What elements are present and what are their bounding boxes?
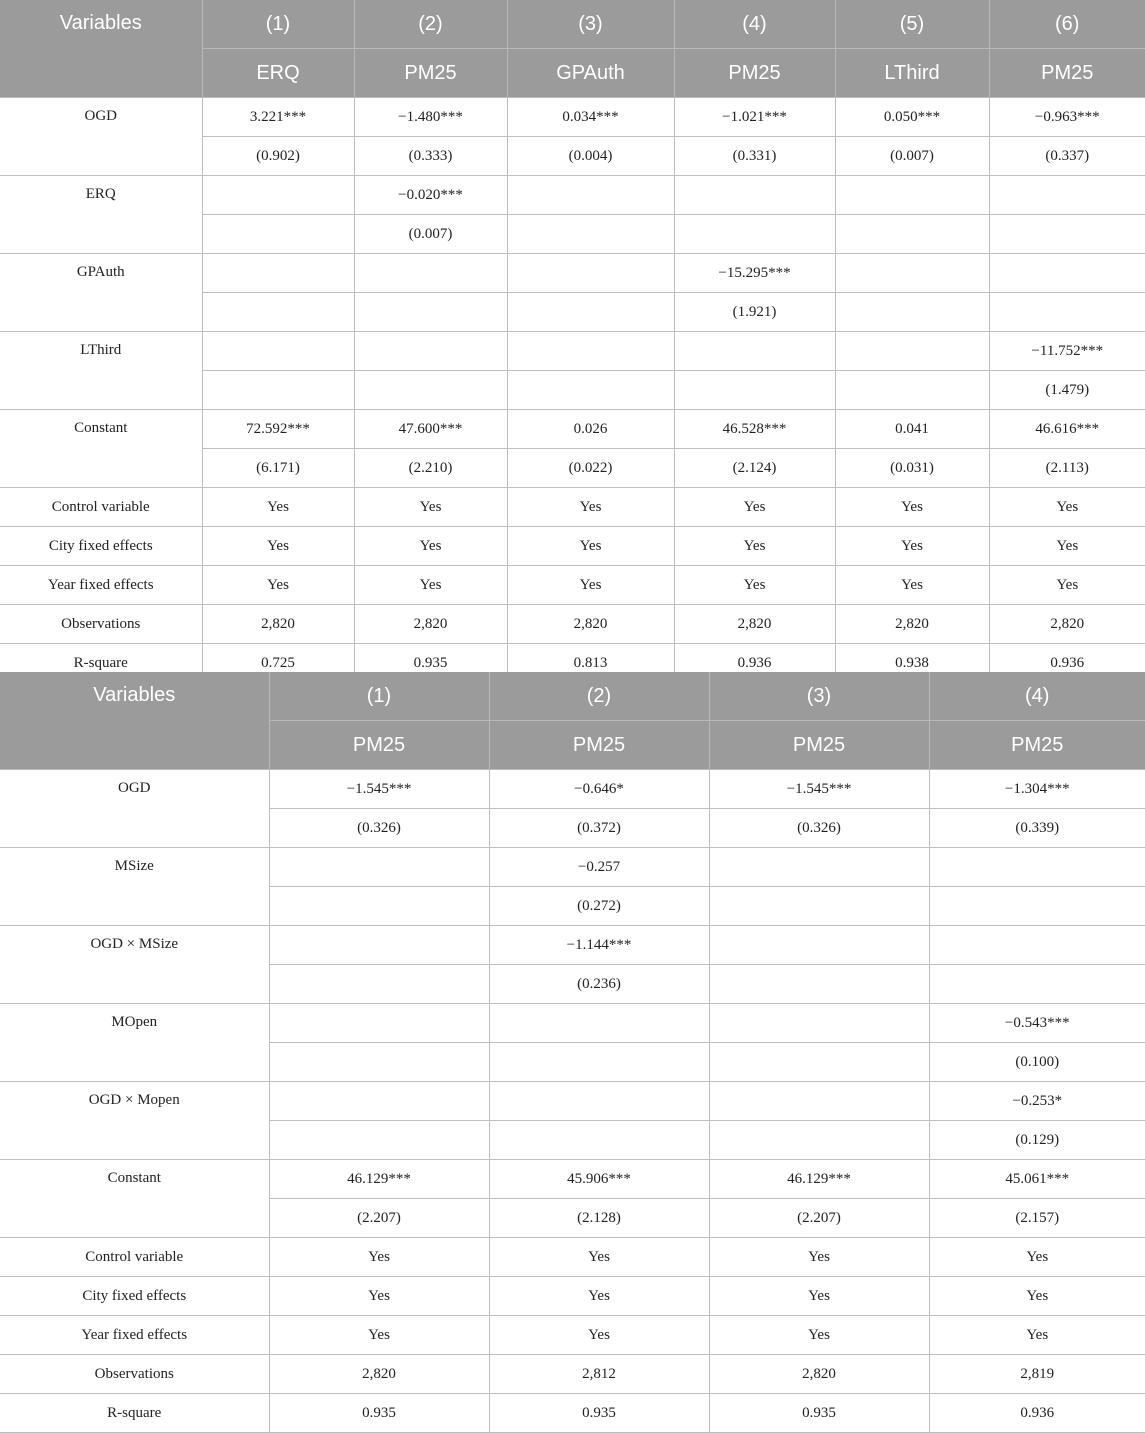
- summary-value-cell: 2,820: [269, 1355, 489, 1394]
- summary-value-cell: Yes: [507, 527, 674, 566]
- variable-label: OGD: [0, 98, 202, 176]
- variables-header: Variables: [0, 0, 202, 98]
- coefficient-cell: 3.221***: [202, 98, 354, 137]
- summary-row: [0, 566, 1145, 605]
- summary-value-cell: Yes: [202, 527, 354, 566]
- summary-value-cell: Yes: [354, 488, 507, 527]
- coefficient-cell: [835, 332, 989, 371]
- summary-row: [0, 1355, 1145, 1394]
- standard-error-cell: (0.100): [929, 1043, 1145, 1082]
- summary-value-cell: 0.813: [507, 644, 674, 683]
- summary-value-cell: 0.936: [929, 1394, 1145, 1433]
- column-number-header: (4): [929, 672, 1145, 721]
- summary-value-cell: Yes: [709, 1316, 929, 1355]
- summary-value-cell: 0.936: [989, 644, 1145, 683]
- coefficient-cell: 0.050***: [835, 98, 989, 137]
- standard-error-cell: [202, 371, 354, 410]
- coefficient-cell: 0.034***: [507, 98, 674, 137]
- standard-error-cell: [269, 1121, 489, 1160]
- column-number-header: (4): [674, 0, 835, 49]
- standard-error-cell: (1.921): [674, 293, 835, 332]
- standard-error-cell: [354, 371, 507, 410]
- coefficient-row: [0, 176, 1145, 215]
- coefficient-cell: [507, 254, 674, 293]
- coefficient-cell: [269, 926, 489, 965]
- standard-error-cell: (0.007): [354, 215, 507, 254]
- standard-error-cell: (0.372): [489, 809, 709, 848]
- standard-error-cell: (2.157): [929, 1199, 1145, 1238]
- coefficient-cell: −1.545***: [269, 770, 489, 809]
- coefficient-cell: [507, 176, 674, 215]
- coefficient-cell: 0.026: [507, 410, 674, 449]
- summary-value-cell: Yes: [929, 1316, 1145, 1355]
- standard-error-cell: [674, 215, 835, 254]
- dependent-variable-header: PM25: [674, 49, 835, 98]
- coefficient-cell: [835, 176, 989, 215]
- summary-value-cell: 2,820: [507, 605, 674, 644]
- coefficient-cell: −0.646*: [489, 770, 709, 809]
- coefficient-cell: 46.129***: [709, 1160, 929, 1199]
- coefficient-row: [0, 848, 1145, 887]
- variable-label: OGD × MSize: [0, 926, 269, 1004]
- standard-error-cell: [929, 965, 1145, 1004]
- summary-label: City fixed effects: [0, 527, 202, 566]
- summary-value-cell: Yes: [269, 1238, 489, 1277]
- summary-value-cell: Yes: [507, 566, 674, 605]
- coefficient-cell: [709, 926, 929, 965]
- standard-error-cell: [835, 215, 989, 254]
- summary-value-cell: Yes: [354, 566, 507, 605]
- header-row-columns: [0, 672, 1145, 721]
- summary-value-cell: 2,820: [709, 1355, 929, 1394]
- summary-row: [0, 488, 1145, 527]
- summary-value-cell: Yes: [989, 527, 1145, 566]
- standard-error-cell: [929, 887, 1145, 926]
- summary-label: R-square: [0, 644, 202, 683]
- summary-row: [0, 527, 1145, 566]
- coefficient-cell: −0.963***: [989, 98, 1145, 137]
- coefficient-cell: 46.528***: [674, 410, 835, 449]
- summary-value-cell: Yes: [709, 1238, 929, 1277]
- coefficient-cell: [507, 332, 674, 371]
- column-number-header: (3): [507, 0, 674, 49]
- summary-value-cell: Yes: [489, 1277, 709, 1316]
- coefficient-row: [0, 1082, 1145, 1121]
- coefficient-cell: −1.545***: [709, 770, 929, 809]
- standard-error-cell: [674, 371, 835, 410]
- coefficient-cell: [929, 848, 1145, 887]
- summary-value-cell: 0.935: [489, 1394, 709, 1433]
- summary-row: [0, 1394, 1145, 1433]
- summary-label: Control variable: [0, 1238, 269, 1277]
- coefficient-cell: 72.592***: [202, 410, 354, 449]
- standard-error-cell: (0.031): [835, 449, 989, 488]
- coefficient-cell: [269, 848, 489, 887]
- standard-error-cell: [835, 293, 989, 332]
- coefficient-cell: −1.144***: [489, 926, 709, 965]
- standard-error-cell: (0.007): [835, 137, 989, 176]
- standard-error-cell: (2.124): [674, 449, 835, 488]
- standard-error-cell: [269, 887, 489, 926]
- dependent-variable-header: PM25: [709, 721, 929, 770]
- summary-value-cell: Yes: [674, 566, 835, 605]
- summary-value-cell: Yes: [354, 527, 507, 566]
- coefficient-cell: −1.021***: [674, 98, 835, 137]
- variable-label: GPAuth: [0, 254, 202, 332]
- summary-value-cell: 2,819: [929, 1355, 1145, 1394]
- summary-label: Observations: [0, 605, 202, 644]
- standard-error-cell: (0.331): [674, 137, 835, 176]
- summary-value-cell: Yes: [989, 566, 1145, 605]
- summary-label: Year fixed effects: [0, 1316, 269, 1355]
- column-number-header: (1): [202, 0, 354, 49]
- coefficient-cell: −0.257: [489, 848, 709, 887]
- coefficient-row: [0, 410, 1145, 449]
- coefficient-cell: [202, 176, 354, 215]
- summary-value-cell: Yes: [835, 566, 989, 605]
- variable-label: LThird: [0, 332, 202, 410]
- coefficient-cell: [489, 1004, 709, 1043]
- standard-error-cell: (2.113): [989, 449, 1145, 488]
- coefficient-cell: [489, 1082, 709, 1121]
- standard-error-cell: (0.339): [929, 809, 1145, 848]
- coefficient-cell: [354, 254, 507, 293]
- coefficient-cell: 45.906***: [489, 1160, 709, 1199]
- standard-error-cell: [989, 293, 1145, 332]
- coefficient-row: [0, 1004, 1145, 1043]
- coefficient-cell: 46.129***: [269, 1160, 489, 1199]
- coefficient-cell: [989, 176, 1145, 215]
- coefficient-cell: [269, 1004, 489, 1043]
- variable-label: OGD × Mopen: [0, 1082, 269, 1160]
- standard-error-cell: [489, 1121, 709, 1160]
- standard-error-cell: (2.207): [269, 1199, 489, 1238]
- coefficient-row: [0, 1160, 1145, 1199]
- summary-value-cell: Yes: [674, 488, 835, 527]
- coefficient-cell: [202, 254, 354, 293]
- column-number-header: (1): [269, 672, 489, 721]
- column-number-header: (6): [989, 0, 1145, 49]
- summary-value-cell: 2,820: [835, 605, 989, 644]
- summary-label: City fixed effects: [0, 1277, 269, 1316]
- coefficient-cell: 47.600***: [354, 410, 507, 449]
- dependent-variable-header: LThird: [835, 49, 989, 98]
- standard-error-cell: (0.902): [202, 137, 354, 176]
- header-row-columns: [0, 0, 1145, 49]
- column-number-header: (5): [835, 0, 989, 49]
- coefficient-cell: [989, 254, 1145, 293]
- variable-label: Constant: [0, 1160, 269, 1238]
- dependent-variable-header: PM25: [929, 721, 1145, 770]
- standard-error-cell: [507, 371, 674, 410]
- coefficient-row: [0, 254, 1145, 293]
- coefficient-cell: 45.061***: [929, 1160, 1145, 1199]
- coefficient-cell: [929, 926, 1145, 965]
- coefficient-row: [0, 332, 1145, 371]
- coefficient-cell: −1.480***: [354, 98, 507, 137]
- coefficient-cell: −0.020***: [354, 176, 507, 215]
- coefficient-cell: −15.295***: [674, 254, 835, 293]
- summary-value-cell: Yes: [507, 488, 674, 527]
- summary-value-cell: 2,820: [354, 605, 507, 644]
- summary-value-cell: Yes: [202, 566, 354, 605]
- summary-row: [0, 1316, 1145, 1355]
- coefficient-cell: [835, 254, 989, 293]
- standard-error-cell: (2.207): [709, 1199, 929, 1238]
- standard-error-cell: [709, 965, 929, 1004]
- standard-error-cell: [709, 887, 929, 926]
- variable-label: MSize: [0, 848, 269, 926]
- variable-label: MOpen: [0, 1004, 269, 1082]
- coefficient-cell: −0.253*: [929, 1082, 1145, 1121]
- summary-value-cell: Yes: [989, 488, 1145, 527]
- column-number-header: (3): [709, 672, 929, 721]
- summary-value-cell: Yes: [929, 1277, 1145, 1316]
- summary-value-cell: Yes: [835, 527, 989, 566]
- column-number-header: (2): [354, 0, 507, 49]
- dependent-variable-header: PM25: [989, 49, 1145, 98]
- summary-value-cell: Yes: [709, 1277, 929, 1316]
- variable-label: ERQ: [0, 176, 202, 254]
- standard-error-cell: (2.210): [354, 449, 507, 488]
- coefficient-cell: [202, 332, 354, 371]
- summary-value-cell: 0.935: [269, 1394, 489, 1433]
- summary-value-cell: 0.935: [354, 644, 507, 683]
- summary-value-cell: Yes: [835, 488, 989, 527]
- coefficient-row: [0, 770, 1145, 809]
- summary-row: [0, 1238, 1145, 1277]
- standard-error-cell: (0.326): [269, 809, 489, 848]
- dependent-variable-header: GPAuth: [507, 49, 674, 98]
- standard-error-cell: (0.333): [354, 137, 507, 176]
- coefficient-row: [0, 926, 1145, 965]
- variable-label: OGD: [0, 770, 269, 848]
- summary-value-cell: 0.936: [674, 644, 835, 683]
- summary-value-cell: 2,820: [202, 605, 354, 644]
- summary-value-cell: 2,820: [989, 605, 1145, 644]
- coefficient-cell: [709, 848, 929, 887]
- summary-value-cell: 0.938: [835, 644, 989, 683]
- coefficient-cell: [709, 1082, 929, 1121]
- summary-label: Control variable: [0, 488, 202, 527]
- standard-error-cell: [269, 965, 489, 1004]
- standard-error-cell: [354, 293, 507, 332]
- coefficient-cell: 0.041: [835, 410, 989, 449]
- coefficient-cell: −0.543***: [929, 1004, 1145, 1043]
- summary-label: Year fixed effects: [0, 566, 202, 605]
- summary-value-cell: 0.935: [709, 1394, 929, 1433]
- standard-error-cell: (0.022): [507, 449, 674, 488]
- standard-error-cell: (6.171): [202, 449, 354, 488]
- summary-value-cell: Yes: [202, 488, 354, 527]
- coefficient-row: [0, 98, 1145, 137]
- summary-value-cell: Yes: [269, 1277, 489, 1316]
- summary-value-cell: Yes: [269, 1316, 489, 1355]
- coefficient-cell: [269, 1082, 489, 1121]
- summary-value-cell: Yes: [489, 1316, 709, 1355]
- standard-error-cell: [269, 1043, 489, 1082]
- variables-header: Variables: [0, 672, 269, 770]
- standard-error-cell: [507, 293, 674, 332]
- summary-value-cell: 2,820: [674, 605, 835, 644]
- standard-error-cell: (0.129): [929, 1121, 1145, 1160]
- standard-error-cell: [989, 215, 1145, 254]
- coefficient-cell: 46.616***: [989, 410, 1145, 449]
- dependent-variable-header: PM25: [354, 49, 507, 98]
- standard-error-cell: [835, 371, 989, 410]
- regression-table-2: [0, 672, 1145, 1433]
- standard-error-cell: [489, 1043, 709, 1082]
- coefficient-cell: −11.752***: [989, 332, 1145, 371]
- summary-value-cell: Yes: [929, 1238, 1145, 1277]
- summary-label: Observations: [0, 1355, 269, 1394]
- standard-error-cell: (2.128): [489, 1199, 709, 1238]
- regression-table-1: [0, 0, 1145, 683]
- standard-error-cell: (0.272): [489, 887, 709, 926]
- dependent-variable-header: ERQ: [202, 49, 354, 98]
- summary-row: [0, 605, 1145, 644]
- summary-value-cell: Yes: [674, 527, 835, 566]
- coefficient-cell: [709, 1004, 929, 1043]
- summary-value-cell: 2,812: [489, 1355, 709, 1394]
- standard-error-cell: (0.337): [989, 137, 1145, 176]
- standard-error-cell: [202, 293, 354, 332]
- standard-error-cell: (0.326): [709, 809, 929, 848]
- column-number-header: (2): [489, 672, 709, 721]
- dependent-variable-header: PM25: [489, 721, 709, 770]
- variable-label: Constant: [0, 410, 202, 488]
- coefficient-cell: −1.304***: [929, 770, 1145, 809]
- coefficient-cell: [354, 332, 507, 371]
- standard-error-cell: (1.479): [989, 371, 1145, 410]
- summary-label: R-square: [0, 1394, 269, 1433]
- summary-row: [0, 1277, 1145, 1316]
- coefficient-cell: [674, 332, 835, 371]
- standard-error-cell: [202, 215, 354, 254]
- summary-value-cell: Yes: [489, 1238, 709, 1277]
- dependent-variable-header: PM25: [269, 721, 489, 770]
- standard-error-cell: [507, 215, 674, 254]
- standard-error-cell: [709, 1043, 929, 1082]
- summary-value-cell: 0.725: [202, 644, 354, 683]
- standard-error-cell: (0.236): [489, 965, 709, 1004]
- standard-error-cell: (0.004): [507, 137, 674, 176]
- standard-error-cell: [709, 1121, 929, 1160]
- coefficient-cell: [674, 176, 835, 215]
